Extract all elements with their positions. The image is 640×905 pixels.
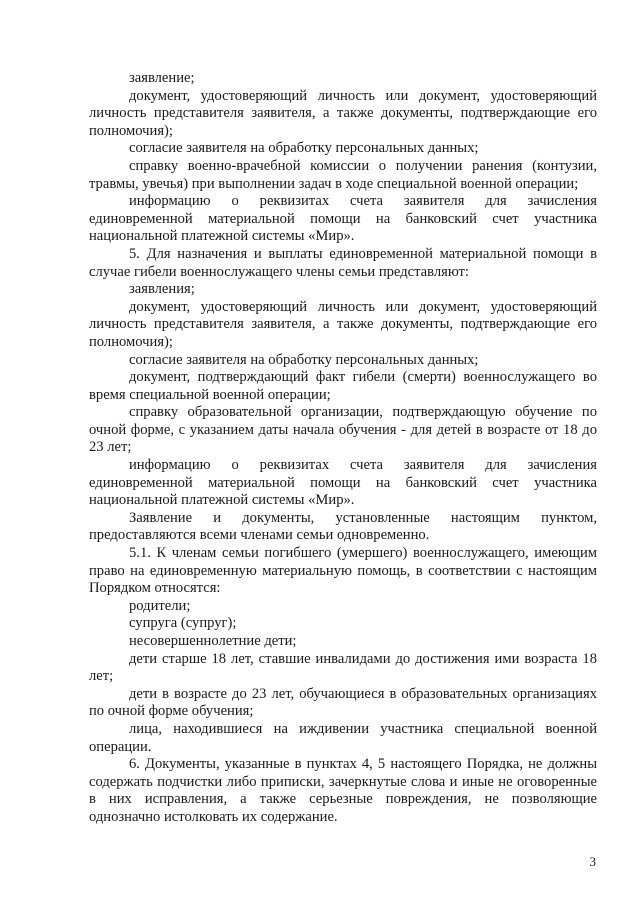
paragraph-21: 6. Документы, указанные в пунктах 4, 5 настоящего Порядка, не должны содержать подчистки либо приписки, зачеркнутые слова и иные не оговоренные в них исправления, а также серьезные повреждения, не позволяющие однозначно истолковать их содержание. [89, 756, 597, 825]
paragraph-9: согласие заявителя на обработку персональных данных; [129, 351, 479, 368]
paragraph-14: 5.1. К членам семьи погибшего (умершего) военнослужащего, имеющим право на единовременную материальную помощь, в соответствии с настоящим Порядком относятся: [89, 545, 597, 597]
paragraph-15: родители; [129, 597, 191, 614]
paragraph-2: документ, удостоверяющий личность или документ, удостоверяющий личность представителя заявителя, а также документы, подтверждающие его полномочия); [89, 87, 597, 139]
paragraph-6: 5. Для назначения и выплаты единовременной материальной помощи в случае гибели военнослужащего члены семьи представляют: [89, 245, 597, 280]
paragraph-16: супруга (супруг); [129, 615, 237, 632]
paragraph-3: согласие заявителя на обработку персональных данных; [129, 140, 479, 157]
paragraph-20: лица, находившиеся на иждивении участника специальной военной операции. [89, 720, 597, 755]
paragraph-4: справку военно-врачебной комиссии о получении ранения (контузии, травмы, увечья) при выполнении задач в ходе специальной военной операции; [89, 157, 597, 192]
paragraph-17: несовершеннолетние дети; [129, 633, 297, 649]
paragraph-10: документ, подтверждающий факт гибели (смерти) военнослужащего во время специальной военной операции; [89, 369, 597, 403]
paragraph-13: Заявление и документы, установленные настоящим пунктом, предоставляются всеми членами семьи одновременно. [89, 509, 597, 544]
paragraph-11: справку образовательной организации, подтверждающую обучение по очной форме, с указанием даты начала обучения - для детей в возрасте от 18 до 23 лет; [89, 404, 597, 456]
paragraph-18: дети старше 18 лет, ставшие инвалидами до достижения ими возраста 18 лет; [89, 650, 597, 685]
paragraph-12: информацию о реквизитах счета заявителя для зачисления единовременной материальной помощи на банковский счет участника национальной платежной системы «Мир». [89, 457, 597, 509]
paragraph-1: заявление; [129, 70, 195, 86]
page-number: 3 [589, 854, 596, 869]
paragraph-5: информацию о реквизитах счета заявителя для зачисления единовременной материальной помощи на банковский счет участника национальной платежной системы «Мир». [89, 193, 597, 245]
paragraph-7: заявления; [129, 281, 195, 298]
paragraph-19: дети в возрасте до 23 лет, обучающиеся в образовательных организациях по очной форме обучения; [89, 685, 597, 720]
document-body [89, 70, 597, 827]
paragraph-8: документ, удостоверяющий личность или документ, удостоверяющий личность представителя заявителя, а также документы, подтверждающие его полномочия); [89, 298, 597, 350]
